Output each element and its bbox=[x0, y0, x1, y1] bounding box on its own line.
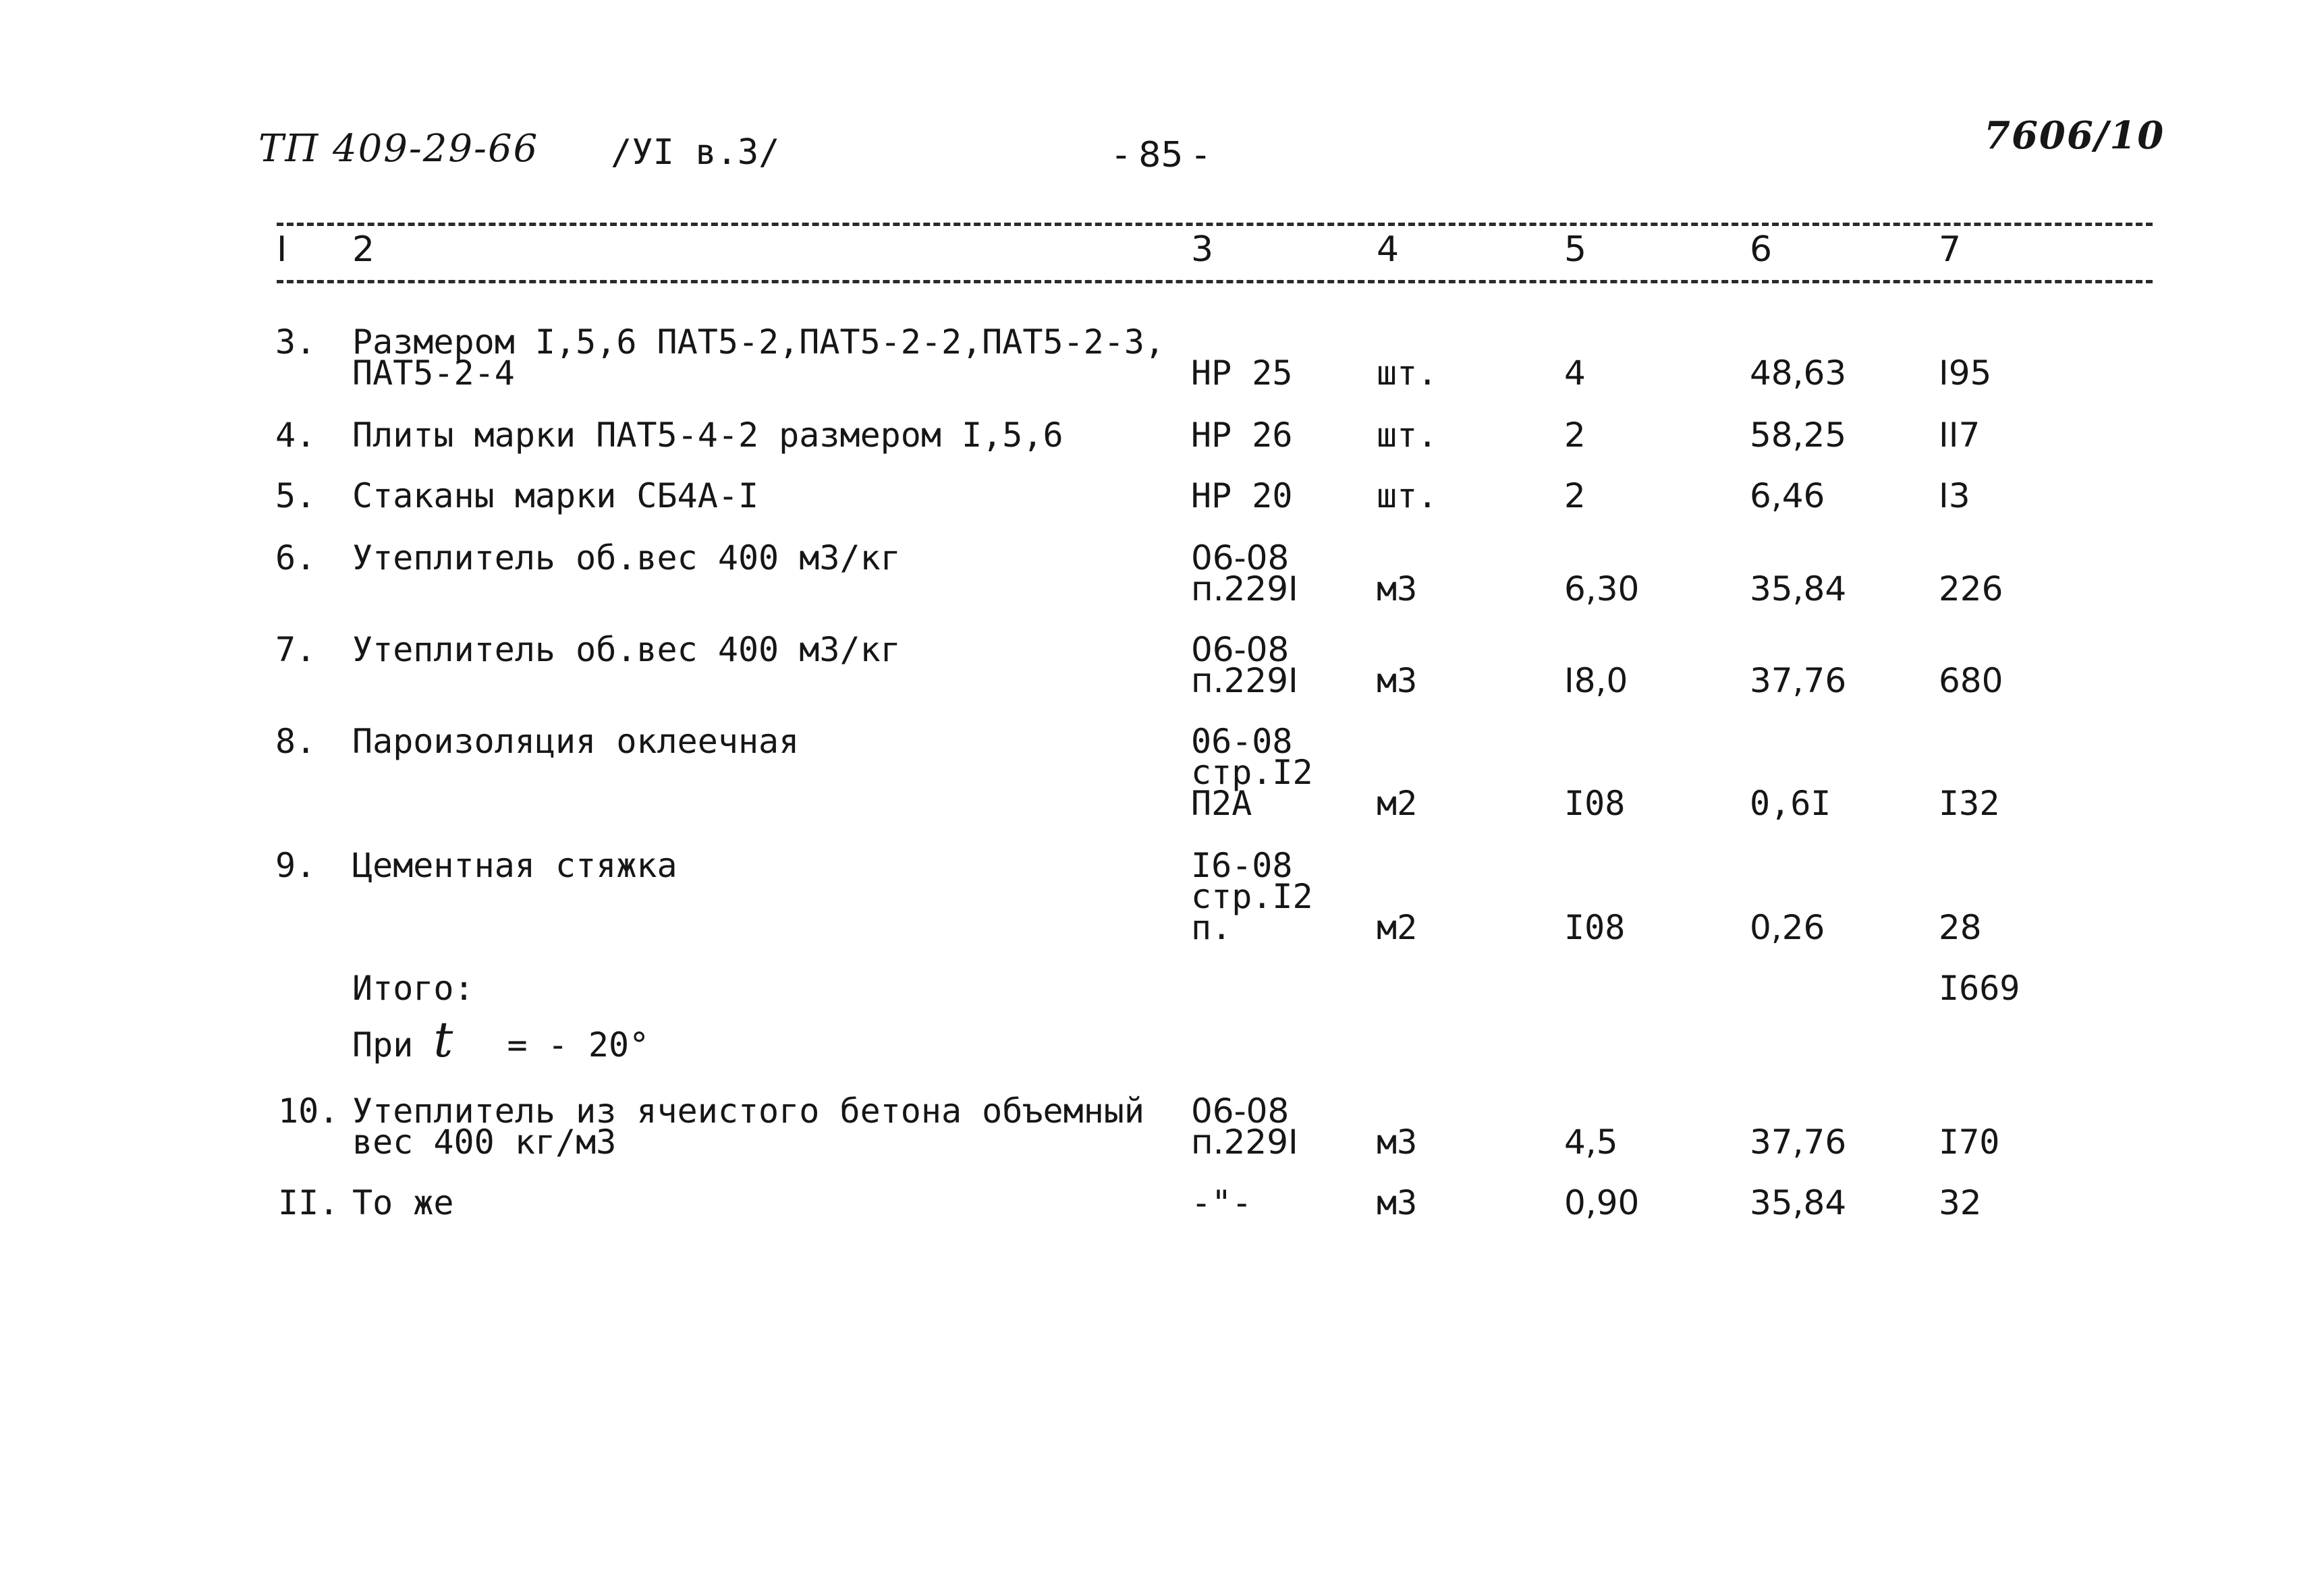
row-description-line: ПАТ5-2-4 bbox=[352, 353, 515, 393]
row-total: 680 bbox=[1939, 661, 2003, 700]
row-norm-code-line: п.229I bbox=[1191, 569, 1298, 608]
row-norm-code bbox=[1191, 630, 1298, 700]
row-quantity: 2 bbox=[1564, 416, 1586, 455]
row-unit: м3 bbox=[1377, 1183, 1418, 1222]
row-description-line: вес 400 кг/м3 bbox=[352, 1123, 617, 1162]
row-unit: м3 bbox=[1377, 569, 1418, 608]
row-description-line: Утеплитель об.вес 400 м3/кг bbox=[352, 538, 901, 577]
row-quantity: 6,30 bbox=[1564, 569, 1640, 608]
row-number: 9. bbox=[275, 846, 316, 885]
table-top-rule bbox=[277, 223, 2153, 226]
row-total: I70 bbox=[1939, 1123, 2000, 1162]
archive-code: 7606/10 bbox=[1984, 113, 2165, 158]
row-unit: м3 bbox=[1377, 1123, 1418, 1162]
row-unit-price: 37,76 bbox=[1750, 661, 1847, 700]
row-norm-code-line: п. bbox=[1191, 908, 1232, 947]
row-number: 3. bbox=[275, 322, 316, 362]
row-norm-code bbox=[1191, 846, 1313, 947]
row-norm-code bbox=[1191, 1183, 1252, 1222]
row-unit: шт. bbox=[1377, 476, 1438, 515]
row-norm-code bbox=[1191, 416, 1293, 455]
row-norm-code bbox=[1191, 722, 1313, 823]
row-unit-price: 0,6I bbox=[1750, 784, 1831, 823]
row-quantity: 2 bbox=[1564, 476, 1586, 515]
row-number: 10. bbox=[278, 1092, 339, 1131]
page-number: - 85 - bbox=[1115, 135, 1207, 175]
row-quantity: 0,90 bbox=[1564, 1183, 1640, 1222]
row-norm-code-line: П2А bbox=[1191, 784, 1252, 823]
column-header-5: 5 bbox=[1564, 229, 1587, 270]
column-header-3: 3 bbox=[1191, 229, 1214, 270]
column-header-7: 7 bbox=[1939, 229, 1962, 270]
row-description-line: То же bbox=[352, 1183, 454, 1222]
column-header-6: 6 bbox=[1750, 229, 1773, 270]
row-unit: м2 bbox=[1377, 908, 1418, 947]
row-norm-code-line: 06-08 bbox=[1191, 630, 1290, 669]
condition-value: = - 20° bbox=[507, 1025, 650, 1065]
row-description bbox=[352, 322, 1165, 393]
row-unit: шт. bbox=[1377, 416, 1438, 455]
condition-prefix: При bbox=[352, 1025, 414, 1065]
row-unit: м3 bbox=[1377, 661, 1418, 700]
row-norm-code-line: НР 26 bbox=[1191, 416, 1293, 455]
row-norm-code bbox=[1191, 353, 1293, 393]
row-quantity: I08 bbox=[1564, 908, 1626, 947]
row-total: 226 bbox=[1939, 569, 2003, 608]
row-description bbox=[352, 476, 759, 515]
row-unit-price: 58,25 bbox=[1750, 416, 1847, 455]
row-norm-code-line: п.229I bbox=[1191, 1123, 1298, 1162]
row-total: I3 bbox=[1939, 476, 1970, 515]
row-unit: м2 bbox=[1377, 784, 1418, 823]
row-unit-price: 35,84 bbox=[1750, 1183, 1847, 1222]
row-norm-code-line: -"- bbox=[1191, 1183, 1252, 1222]
row-number: 8. bbox=[275, 722, 316, 761]
row-unit: шт. bbox=[1377, 353, 1438, 393]
row-norm-code-line: I6-08 bbox=[1191, 846, 1293, 885]
row-description bbox=[352, 416, 1063, 455]
row-number: II. bbox=[278, 1183, 339, 1222]
row-norm-code bbox=[1191, 476, 1293, 515]
row-description-line: Пароизоляция оклеечная bbox=[352, 722, 800, 761]
row-norm-code-line: НР 25 bbox=[1191, 353, 1293, 393]
row-number: 7. bbox=[275, 630, 316, 669]
row-description bbox=[352, 1183, 454, 1222]
row-total: I95 bbox=[1939, 353, 1992, 393]
row-description-line: Цементная стяжка bbox=[352, 846, 677, 885]
row-description bbox=[352, 722, 800, 761]
row-description bbox=[352, 630, 901, 669]
row-description-line: Стаканы марки СБ4А-I bbox=[352, 476, 759, 515]
sheet-reference: /УI в.3/ bbox=[611, 132, 780, 173]
row-norm-code-line: п.229I bbox=[1191, 661, 1298, 700]
row-description-line: Утеплитель об.вес 400 м3/кг bbox=[352, 630, 901, 669]
row-norm-code bbox=[1191, 538, 1298, 608]
row-number: 5. bbox=[275, 476, 316, 515]
row-description bbox=[352, 538, 901, 577]
row-total: 28 bbox=[1939, 908, 1982, 947]
row-description-line: Плиты марки ПАТ5-4-2 размером I,5,6 bbox=[352, 416, 1063, 455]
row-unit-price: 37,76 bbox=[1750, 1123, 1847, 1162]
row-norm-code-line: НР 20 bbox=[1191, 476, 1293, 515]
row-number: 6. bbox=[275, 538, 316, 577]
temperature-symbol: t bbox=[433, 1011, 453, 1068]
row-quantity: 4 bbox=[1564, 353, 1586, 393]
column-header-1: I bbox=[277, 229, 287, 270]
row-description-line: Утеплитель из ячеистого бетона объемный bbox=[352, 1092, 1144, 1131]
row-description-line: Размером I,5,6 ПАТ5-2,ПАТ5-2-2,ПАТ5-2-3, bbox=[352, 322, 1165, 362]
document-code: ТП 409-29-66 bbox=[258, 127, 539, 171]
row-description bbox=[352, 1092, 1144, 1162]
row-description bbox=[352, 846, 677, 885]
row-norm-code-line: стр.I2 bbox=[1191, 877, 1313, 916]
subtotal-value: I669 bbox=[1939, 969, 2020, 1008]
row-total: 32 bbox=[1939, 1183, 1982, 1222]
row-norm-code-line: 06-08 bbox=[1191, 538, 1290, 577]
row-unit-price: 48,63 bbox=[1750, 353, 1847, 393]
row-quantity: 4,5 bbox=[1564, 1123, 1618, 1162]
row-number: 4. bbox=[275, 416, 316, 455]
row-total: II7 bbox=[1939, 416, 1981, 455]
row-norm-code-line: 06-08 bbox=[1191, 722, 1293, 761]
row-unit-price: 35,84 bbox=[1750, 569, 1847, 608]
row-unit-price: 6,46 bbox=[1750, 476, 1825, 515]
row-norm-code-line: 06-08 bbox=[1191, 1092, 1290, 1131]
row-unit-price: 0,26 bbox=[1750, 908, 1825, 947]
table-header-rule bbox=[277, 280, 2153, 283]
row-quantity: I08 bbox=[1564, 784, 1626, 823]
row-norm-code bbox=[1191, 1092, 1298, 1162]
row-norm-code-line: стр.I2 bbox=[1191, 753, 1313, 792]
row-quantity: I8,0 bbox=[1564, 661, 1628, 700]
column-header-4: 4 bbox=[1377, 229, 1400, 270]
condition-text bbox=[352, 1011, 650, 1068]
subtotal-label: Итого: bbox=[352, 969, 474, 1008]
column-header-2: 2 bbox=[352, 229, 375, 270]
row-total: I32 bbox=[1939, 784, 2000, 823]
